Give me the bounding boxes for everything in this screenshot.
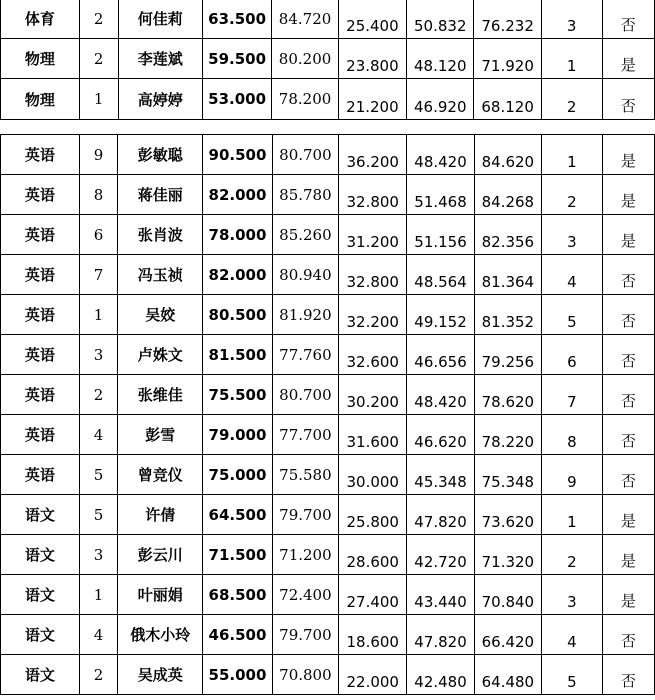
score-table-top: [0, 0, 655, 120]
candidate-name-cell: 何佳莉: [118, 0, 202, 39]
selected-cell: 否: [602, 455, 654, 495]
total-score-cell: 81.352: [474, 295, 541, 335]
candidate-name-cell: 蒋佳丽: [118, 175, 203, 215]
interview-score-cell: 70.800: [272, 655, 338, 695]
written-score-cell: 81.500: [203, 335, 272, 375]
selected-cell: 否: [602, 295, 654, 335]
interview-score-cell: 85.780: [272, 175, 338, 215]
subject-cell: 英语: [1, 175, 80, 215]
written-weighted-cell: 30.200: [339, 375, 407, 415]
interview-score-cell: 77.760: [272, 335, 338, 375]
total-score-cell: 71.320: [474, 535, 541, 575]
total-score-cell: 70.840: [474, 575, 541, 615]
subject-cell: 语文: [1, 535, 80, 575]
candidate-name-cell: 吴姣: [118, 295, 203, 335]
candidate-name-cell: 彭云川: [118, 535, 203, 575]
selected-cell: 否: [602, 0, 654, 39]
group-number-cell: 1: [79, 575, 118, 615]
table-row: [1, 495, 655, 535]
group-number-cell: 2: [79, 655, 118, 695]
interview-score-cell: 75.580: [272, 455, 338, 495]
table-row: [1, 215, 655, 255]
group-number-cell: 2: [79, 39, 118, 79]
selected-cell: 是: [602, 575, 654, 615]
interview-weighted-cell: 48.120: [407, 39, 474, 79]
rank-cell: 3: [541, 0, 602, 39]
written-score-cell: 82.000: [203, 175, 272, 215]
rank-cell: 3: [542, 575, 603, 615]
subject-cell: 英语: [1, 255, 80, 295]
interview-score-cell: 78.200: [272, 79, 338, 120]
subject-cell: 英语: [1, 375, 80, 415]
written-score-cell: 64.500: [203, 495, 272, 535]
written-weighted-cell: 22.000: [339, 655, 407, 695]
total-score-cell: 82.356: [474, 215, 541, 255]
total-score-cell: 79.256: [474, 335, 541, 375]
candidate-name-cell: 张肖波: [118, 215, 203, 255]
written-weighted-cell: 32.600: [339, 335, 407, 375]
candidate-name-cell: 张维佳: [118, 375, 203, 415]
interview-weighted-cell: 47.820: [407, 495, 474, 535]
subject-cell: 语文: [1, 655, 80, 695]
written-score-cell: 82.000: [203, 255, 272, 295]
written-score-cell: 75.000: [203, 455, 272, 495]
candidate-name-cell: 曾竞仪: [118, 455, 203, 495]
table-row: [1, 39, 655, 79]
written-score-cell: 63.500: [202, 0, 272, 39]
table-row: [1, 375, 655, 415]
candidate-name-cell: 卢姝文: [118, 335, 203, 375]
written-score-cell: 71.500: [203, 535, 272, 575]
written-score-cell: 90.500: [203, 135, 272, 175]
group-number-cell: 2: [79, 0, 118, 39]
written-weighted-cell: 31.600: [339, 415, 407, 455]
written-weighted-cell: 28.600: [339, 535, 407, 575]
interview-weighted-cell: 50.832: [407, 0, 474, 39]
table-row: [1, 575, 655, 615]
rank-cell: 4: [542, 255, 603, 295]
group-number-cell: 8: [79, 175, 118, 215]
written-weighted-cell: 25.400: [338, 0, 406, 39]
group-number-cell: 4: [79, 415, 118, 455]
total-score-cell: 84.268: [474, 175, 541, 215]
rank-cell: 7: [542, 375, 603, 415]
subject-cell: 英语: [1, 335, 80, 375]
table-row: [1, 255, 655, 295]
interview-weighted-cell: 42.480: [407, 655, 474, 695]
written-weighted-cell: 25.800: [339, 495, 407, 535]
interview-weighted-cell: 46.920: [407, 79, 474, 120]
candidate-name-cell: 许倩: [118, 495, 203, 535]
rank-cell: 3: [542, 215, 603, 255]
selected-cell: 是: [602, 135, 654, 175]
rank-cell: 2: [541, 79, 602, 120]
written-weighted-cell: 23.800: [338, 39, 406, 79]
interview-weighted-cell: 45.348: [407, 455, 474, 495]
written-weighted-cell: 32.200: [339, 295, 407, 335]
written-score-cell: 78.000: [203, 215, 272, 255]
total-score-cell: 84.620: [474, 135, 541, 175]
written-score-cell: 46.500: [203, 615, 272, 655]
table-row: [1, 335, 655, 375]
table-row: [1, 175, 655, 215]
total-score-cell: 75.348: [474, 455, 541, 495]
written-score-cell: 79.000: [203, 415, 272, 455]
written-score-cell: 80.500: [203, 295, 272, 335]
interview-weighted-cell: 48.564: [407, 255, 474, 295]
score-table-main: [0, 134, 655, 695]
group-number-cell: 5: [79, 495, 118, 535]
candidate-name-cell: 高婷婷: [118, 79, 202, 120]
written-weighted-cell: 32.800: [339, 175, 407, 215]
interview-score-cell: 71.200: [272, 535, 338, 575]
interview-score-cell: 80.940: [272, 255, 338, 295]
table-row: [1, 415, 655, 455]
interview-weighted-cell: 47.820: [407, 615, 474, 655]
interview-score-cell: 85.260: [272, 215, 338, 255]
rank-cell: 2: [542, 175, 603, 215]
interview-score-cell: 77.700: [272, 415, 338, 455]
group-number-cell: 3: [79, 335, 118, 375]
selected-cell: 否: [602, 79, 654, 120]
written-weighted-cell: 36.200: [339, 135, 407, 175]
rank-cell: 1: [541, 39, 602, 79]
interview-score-cell: 84.720: [272, 0, 338, 39]
group-number-cell: 9: [79, 135, 118, 175]
interview-score-cell: 79.700: [272, 615, 338, 655]
subject-cell: 语文: [1, 575, 80, 615]
selected-cell: 否: [602, 255, 654, 295]
interview-score-cell: 80.700: [272, 135, 338, 175]
interview-weighted-cell: 49.152: [407, 295, 474, 335]
total-score-cell: 66.420: [474, 615, 541, 655]
subject-cell: 语文: [1, 495, 80, 535]
total-score-cell: 64.480: [474, 655, 541, 695]
rank-cell: 5: [542, 655, 603, 695]
candidate-name-cell: 冯玉祯: [118, 255, 203, 295]
subject-cell: 物理: [1, 39, 80, 79]
candidate-name-cell: 彭敏聪: [118, 135, 203, 175]
group-number-cell: 5: [79, 455, 118, 495]
subject-cell: 英语: [1, 135, 80, 175]
subject-cell: 物理: [1, 79, 80, 120]
candidate-name-cell: 李莲斌: [118, 39, 202, 79]
table-body-top: [1, 0, 655, 120]
interview-score-cell: 80.200: [272, 39, 338, 79]
written-weighted-cell: 18.600: [339, 615, 407, 655]
candidate-name-cell: 叶丽娟: [118, 575, 203, 615]
interview-score-cell: 80.700: [272, 375, 338, 415]
interview-weighted-cell: 51.156: [407, 215, 474, 255]
rank-cell: 1: [542, 135, 603, 175]
interview-weighted-cell: 42.720: [407, 535, 474, 575]
selected-cell: 否: [602, 375, 654, 415]
interview-weighted-cell: 48.420: [407, 375, 474, 415]
group-number-cell: 2: [79, 375, 118, 415]
interview-score-cell: 72.400: [272, 575, 338, 615]
table-row: [1, 655, 655, 695]
written-weighted-cell: 27.400: [339, 575, 407, 615]
subject-cell: 英语: [1, 295, 80, 335]
total-score-cell: 81.364: [474, 255, 541, 295]
group-number-cell: 1: [79, 79, 118, 120]
rank-cell: 5: [542, 295, 603, 335]
selected-cell: 是: [602, 215, 654, 255]
selected-cell: 否: [602, 655, 654, 695]
table-body-main: [1, 135, 655, 695]
written-weighted-cell: 21.200: [338, 79, 406, 120]
table-row: [1, 295, 655, 335]
subject-cell: 英语: [1, 455, 80, 495]
written-score-cell: 55.000: [203, 655, 272, 695]
selected-cell: 否: [602, 415, 654, 455]
total-score-cell: 78.620: [474, 375, 541, 415]
written-score-cell: 75.500: [203, 375, 272, 415]
group-number-cell: 1: [79, 295, 118, 335]
group-number-cell: 3: [79, 535, 118, 575]
table-row: [1, 615, 655, 655]
total-score-cell: 73.620: [474, 495, 541, 535]
written-score-cell: 59.500: [202, 39, 272, 79]
table-row: [1, 535, 655, 575]
candidate-name-cell: 彭雪: [118, 415, 203, 455]
written-weighted-cell: 32.800: [339, 255, 407, 295]
interview-weighted-cell: 46.656: [407, 335, 474, 375]
rank-cell: 4: [542, 615, 603, 655]
subject-cell: 英语: [1, 215, 80, 255]
group-number-cell: 7: [79, 255, 118, 295]
total-score-cell: 78.220: [474, 415, 541, 455]
group-number-cell: 6: [79, 215, 118, 255]
candidate-name-cell: 俄木小玲: [118, 615, 203, 655]
total-score-cell: 68.120: [474, 79, 541, 120]
selected-cell: 否: [602, 615, 654, 655]
candidate-name-cell: 吴成英: [118, 655, 203, 695]
written-weighted-cell: 30.000: [339, 455, 407, 495]
total-score-cell: 76.232: [474, 0, 541, 39]
interview-weighted-cell: 51.468: [407, 175, 474, 215]
subject-cell: 语文: [1, 615, 80, 655]
selected-cell: 是: [602, 39, 654, 79]
written-score-cell: 53.000: [202, 79, 272, 120]
subject-cell: 体育: [1, 0, 80, 39]
table-row: [1, 0, 655, 39]
selected-cell: 否: [602, 335, 654, 375]
table-row: [1, 135, 655, 175]
table-row: [1, 79, 655, 120]
interview-weighted-cell: 43.440: [407, 575, 474, 615]
interview-weighted-cell: 48.420: [407, 135, 474, 175]
interview-score-cell: 81.920: [272, 295, 338, 335]
section-gap: [0, 120, 655, 134]
selected-cell: 是: [602, 495, 654, 535]
selected-cell: 是: [602, 535, 654, 575]
rank-cell: 9: [542, 455, 603, 495]
group-number-cell: 4: [79, 615, 118, 655]
table-row: [1, 455, 655, 495]
rank-cell: 2: [542, 535, 603, 575]
subject-cell: 英语: [1, 415, 80, 455]
total-score-cell: 71.920: [474, 39, 541, 79]
rank-cell: 1: [542, 495, 603, 535]
selected-cell: 是: [602, 175, 654, 215]
written-weighted-cell: 31.200: [339, 215, 407, 255]
rank-cell: 8: [542, 415, 603, 455]
rank-cell: 6: [542, 335, 603, 375]
written-score-cell: 68.500: [203, 575, 272, 615]
interview-score-cell: 79.700: [272, 495, 338, 535]
interview-weighted-cell: 46.620: [407, 415, 474, 455]
